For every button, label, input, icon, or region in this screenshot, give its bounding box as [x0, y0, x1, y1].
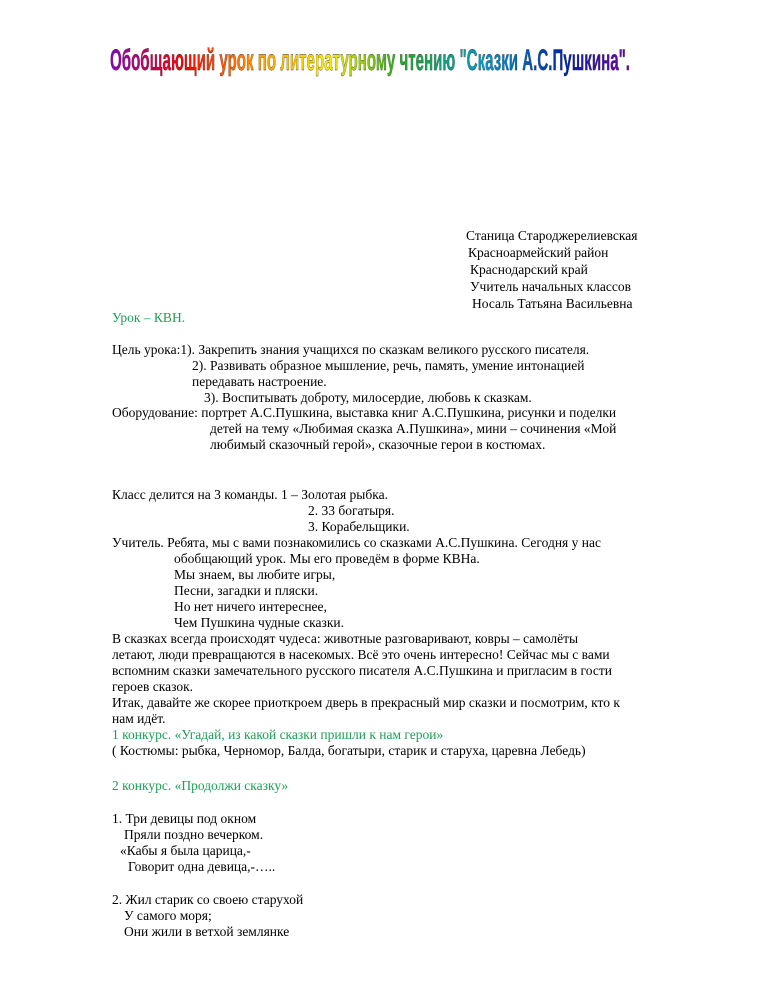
- header-position: Учитель начальных классов: [470, 279, 632, 294]
- goal-3: 3). Воспитывать доброту, милосердие, любовь к сказкам.: [204, 390, 532, 405]
- teacher-intro-1: Учитель. Ребята, мы с вами познакомились со сказками А.С.Пушкина. Сегодня у нас: [112, 535, 601, 550]
- teams-intro: Класс делится на 3 команды. 1 – Золотая рыбка.: [112, 487, 388, 502]
- contest-1-note: ( Костюмы: рыбка, Черномор, Балда, богатыри, старик и старуха, царевна Лебедь): [112, 743, 586, 758]
- excerpt-1-line-3: «Кабы я была царица,-: [120, 843, 251, 858]
- header-district: Красноармейский район: [468, 245, 609, 260]
- contest-2-title: 2 конкурс. «Продолжи сказку»: [112, 778, 289, 793]
- goal-1: Цель урока:1). Закрепить знания учащихся по сказкам великого русского писателя.: [112, 342, 590, 357]
- excerpt-2-line-1: 2. Жил старик со своею старухой: [112, 892, 304, 907]
- lesson-type: Урок – КВН.: [112, 310, 186, 325]
- team-2: 2. 33 богатыря.: [308, 503, 395, 518]
- paragraph-line-1: В сказках всегда происходят чудеса: животные разговаривают, ковры – самолёты: [112, 631, 579, 646]
- paragraph-line-2: летают, люди превращаются в насекомых. Всё это очень интересно! Сейчас мы с вами: [112, 647, 610, 662]
- contest-1-title: 1 конкурс. «Угадай, из какой сказки пришли к нам герои»: [112, 727, 444, 742]
- excerpt-1-line-1: 1. Три девицы под окном: [112, 811, 257, 826]
- poem-line-2: Песни, загадки и пляски.: [174, 583, 319, 598]
- goal-2-cont: передавать настроение.: [192, 374, 327, 389]
- goal-2: 2). Развивать образное мышление, речь, память, умение интонацией: [192, 358, 585, 373]
- equipment-2: детей на тему «Любимая сказка А.Пушкина», мини – сочинения «Мой: [210, 421, 617, 436]
- paragraph-line-3: вспомним сказки замечательного русского писателя А.С.Пушкина и пригласим в гости: [112, 663, 612, 678]
- header-region: Краснодарский край: [470, 262, 588, 277]
- equipment-3: любимый сказочный герой», сказочные герои в костюмах.: [210, 437, 546, 452]
- poem-line-3: Но нет ничего интереснее,: [174, 599, 327, 614]
- wordart-title-graphic: [110, 44, 650, 200]
- header-village: Станица Староджерелиевская: [466, 228, 638, 243]
- paragraph-line-5: Итак, давайте же скорее приоткроем дверь в прекрасный мир сказки и посмотрим, кто к: [112, 695, 620, 710]
- excerpt-1-line-2: Пряли поздно вечерком.: [124, 827, 264, 842]
- excerpt-1-line-4: Говорит одна девица,-…..: [128, 859, 276, 874]
- title-text: Обобщающий урок по литературному чтению "Сказки А.С.Пушкина".: [110, 44, 630, 77]
- teacher-intro-2: обобщающий урок. Мы его проведём в форме КВНа.: [174, 551, 480, 566]
- poem-line-1: Мы знаем, вы любите игры,: [174, 567, 336, 582]
- team-3: 3. Корабельщики.: [308, 519, 410, 534]
- paragraph-line-6: нам идёт.: [112, 711, 166, 726]
- wordart-title: [110, 44, 650, 200]
- poem-line-4: Чем Пушкина чудные сказки.: [174, 615, 345, 630]
- excerpt-2-line-3: Они жили в ветхой землянке: [124, 924, 290, 939]
- excerpt-2-line-2: У самого моря;: [124, 908, 212, 923]
- paragraph-line-4: героев сказок.: [112, 679, 194, 694]
- header-teacher: Носаль Татьяна Васильевна: [472, 296, 633, 311]
- equipment-1: Оборудование: портрет А.С.Пушкина, выставка книг А.С.Пушкина, рисунки и поделки: [112, 405, 617, 420]
